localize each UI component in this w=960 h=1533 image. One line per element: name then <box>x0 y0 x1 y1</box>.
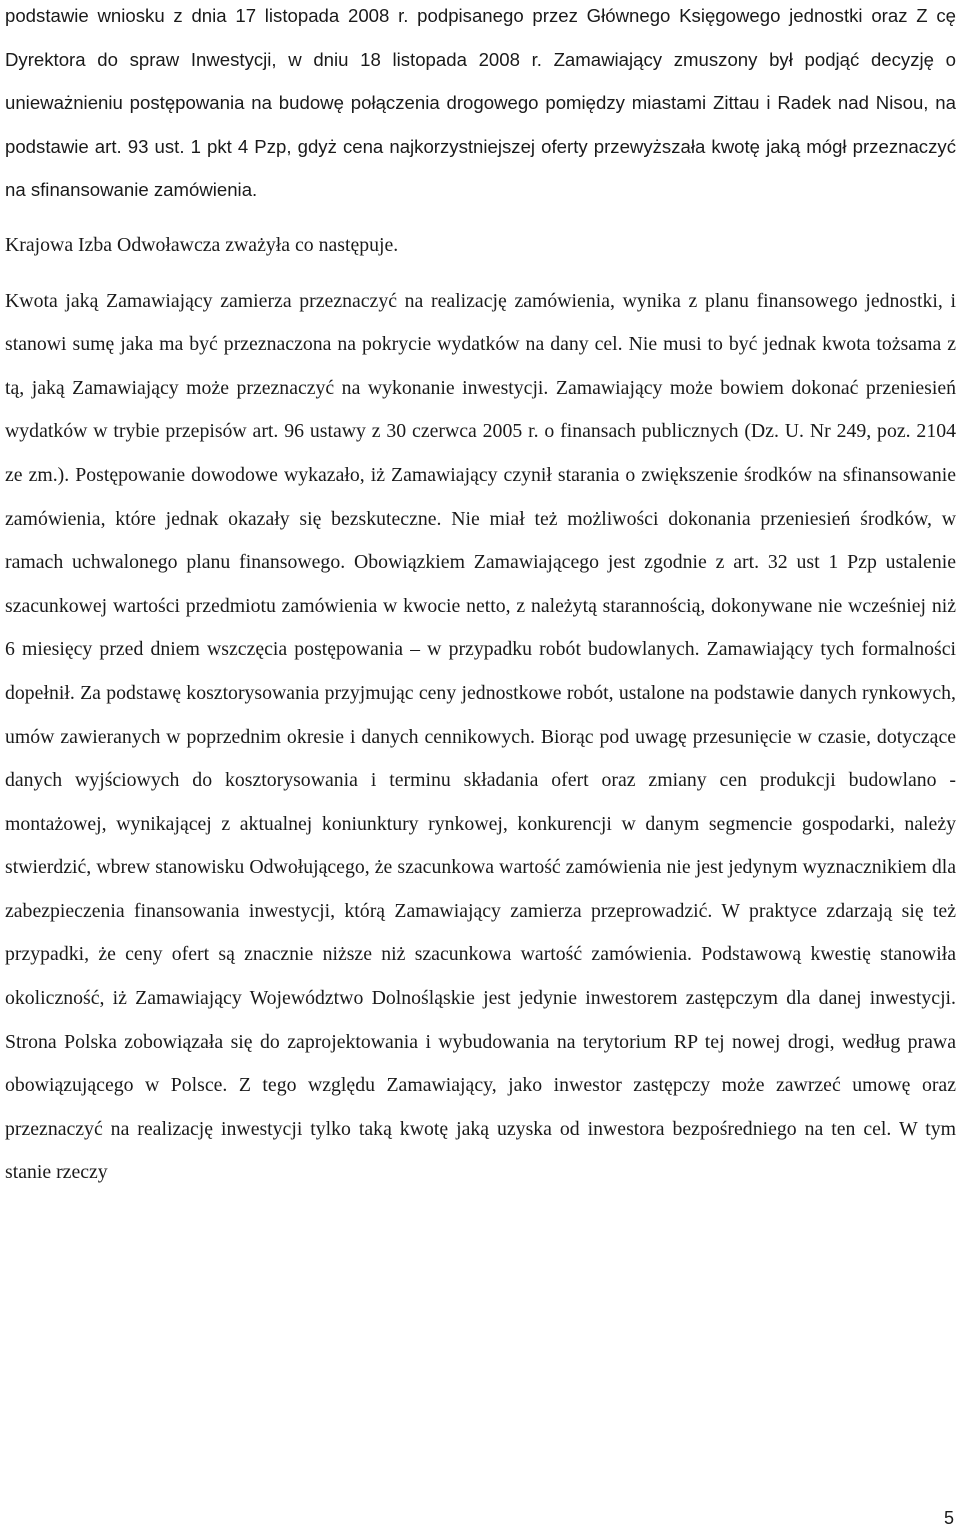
document-page <box>5 0 956 1195</box>
paragraph-gap <box>5 212 956 224</box>
paragraph-heading: Krajowa Izba Odwoławcza zważyła co następuje. <box>5 233 399 256</box>
paragraph-intro: podstawie wniosku z dnia 17 listopada 2008 r. podpisanego przez Głównego Księgowego jednostki oraz Z cę Dyrektora do spraw Inwestycji, w dniu 18 listopada 2008 r. Zamawiający zmuszony był podjąć decyzję o unieważnieniu postępowania na budowę połączenia drogowego pomiędzy miastami Zittau i Radek nad Nisou, na podstawie art. 93 ust. 1 pkt 4 Pzp, gdyż cena najkorzystniejszej oferty przewyższała kwotę jaką mógł przeznaczyć na sfinansowanie zamówienia. <box>5 5 956 201</box>
paragraph-body: Kwota jaką Zamawiający zamierza przeznaczyć na realizację zamówienia, wynika z planu finansowego jednostki, i stanowi sumę jaka ma być przeznaczona na pokrycie wydatków na dany cel. Nie musi to być jednak kwota tożsama z tą, jaką Zamawiający może przeznaczyć na wykonanie inwestycji. Zamawiający może bowiem dokonać przeniesień wydatków w trybie przepisów art. 96 ustawy z 30 czerwca 2005 r. o finansach publicznych (Dz. U. Nr 249, poz. 2104 ze zm.). Postępowanie dowodowe wykazało, iż Zamawiający czynił starania o zwiększenie środków na sfinansowanie zamówienia, które jednak okazały się bezskuteczne. Nie miał też możliwości dokonania przeniesień środków, w ramach uchwalonego planu finansowego. Obowiązkiem Zamawiającego jest zgodnie z art. 32 ust 1 Pzp ustalenie szacunkowej wartości przedmiotu zamówienia w kwocie netto, z należytą starannością, dokonywane nie wcześniej niż 6 miesięcy przed dniem wszczęcia postępowania – w przypadku robót budowlanych. Zamawiający tych formalności dopełnił. Za podstawę kosztorysowania przyjmując ceny jednostkowe robót, ustalone na podstawie danych rynkowych, umów zawieranych w poprzednim okresie i danych cennikowych. Biorąc pod uwagę przesunięcie w czasie, dotyczące danych wyjściowych do kosztorysowania i terminu składania ofert oraz zmiany cen produkcji budowlano - montażowej, wynikającej z aktualnej koniunktury rynkowej, konkurencji w danym segmencie gospodarki, należy stwierdzić, wbrew stanowisku Odwołującego, że szacunkowa wartość zamówienia nie jest jedynym wyznacznikiem dla zabezpieczenia finansowania inwestycji, którą Zamawiający zamierza przeprowadzić. W praktyce zdarzają się też przypadki, że ceny ofert są znacznie niższe niż szacunkowa wartość zamówienia. Podstawową kwestię stanowiła okoliczność, iż Zamawiający Województwo Dolnośląskie jest jedynie inwestorem zastępczym dla danej inwestycji. Strona Polska zobowiązała się do zaprojektowania i wybudowania na terytorium RP tej nowej drogi, według prawa obowiązującego w Polsce. Z tego względu Zamawiający, jako inwestor zastępczy może zawrzeć umowę oraz przeznaczyć na realizację inwestycji tylko taką kwotę jaką uzyska od inwestora bezpośredniego na ten cel. W tym stanie rzeczy <box>5 289 956 1184</box>
page-number: 5 <box>943 1508 954 1528</box>
paragraph-gap <box>5 268 956 280</box>
